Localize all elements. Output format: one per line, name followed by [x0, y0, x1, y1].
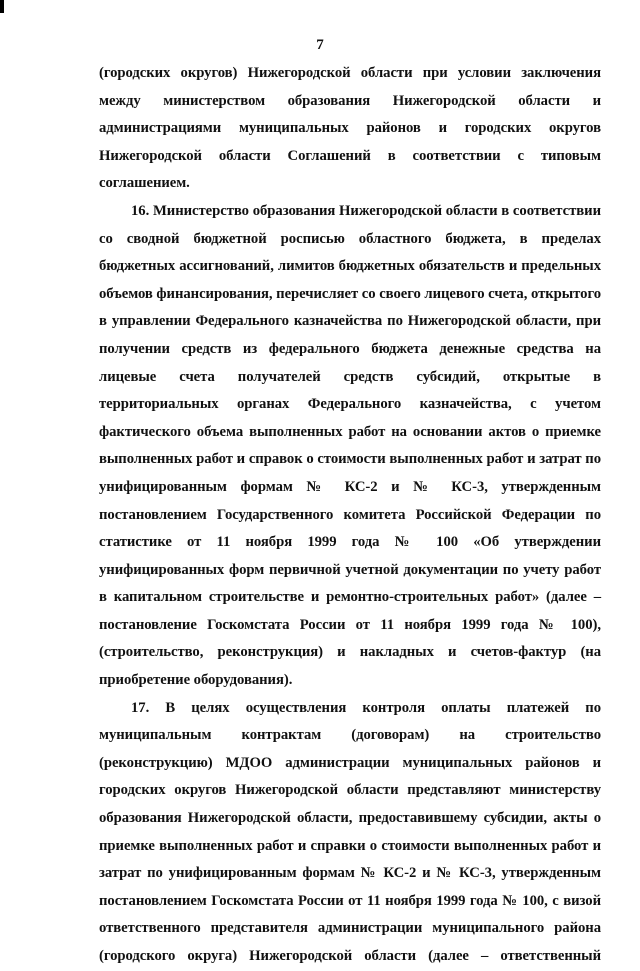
paragraph-17: 17. В целях осуществления контроля оплаты платежей по муниципальным контрактам (договорам) на строительство (реконструкцию) МДОО администрации муниципальных районов и городских округов Нижегородской области представляют министерству образования Нижегородской области, предоставившему субсидии, акты о приемке выполненных работ и справки о стоимости выполненных работ и затрат по унифицированным формам № КС-2 и № КС-3, утвержденным постановлением Госкомстата России от 11 ноября 1999 года № 100, с визой ответственного представителя администрации муниципального района (городского округа) Нижегородской области (далее – ответственный [99, 699, 601, 964]
paragraph-continuation: (городских округов) Нижегородской области при условии заключения между министерством образования Нижегородской области и администрациями муниципальных районов и городских округов Нижегородской области Соглашений в соответствии с типовым соглашением. [99, 65, 601, 192]
scan-edge-mark [0, 0, 4, 13]
body-text [99, 60, 601, 971]
paragraph-16: 16. Министерство образования Нижегородской области в соответствии со сводной бюджетной росписью областного бюджета, в пределах бюджетных ассигнований, лимитов бюджетных обязательств и предельных объемов финансирования, перечисляет со своего лицевого счета, открытого в управлении Федерального казначейства по Нижегородской области, при получении средств из федерального бюджета денежные средства на лицевые счета получателей средств субсидий, открытые в территориальных органах Федерального казначейства, с учетом фактического объема выполненных работ на основании актов о приемке выполненных работ и справок о стоимости выполненных работ и затрат по унифицированным формам № КС-2 и № КС-3, утвержденным постановлением Государственного комитета Российской Федерации по статистике от 11 ноября 1999 года № 100 «Об утверждении унифицированных форм первичной учетной документации по учету работ в капитальном строительстве и ремонтно-строительных работ» (далее – постановление Госкомстата России от 11 ноября 1999 года № 100), (строительство, реконструкция) и накладных и счетов-фактур (на приобретение оборудования). [99, 202, 601, 689]
page-number: 7 [316, 37, 324, 53]
